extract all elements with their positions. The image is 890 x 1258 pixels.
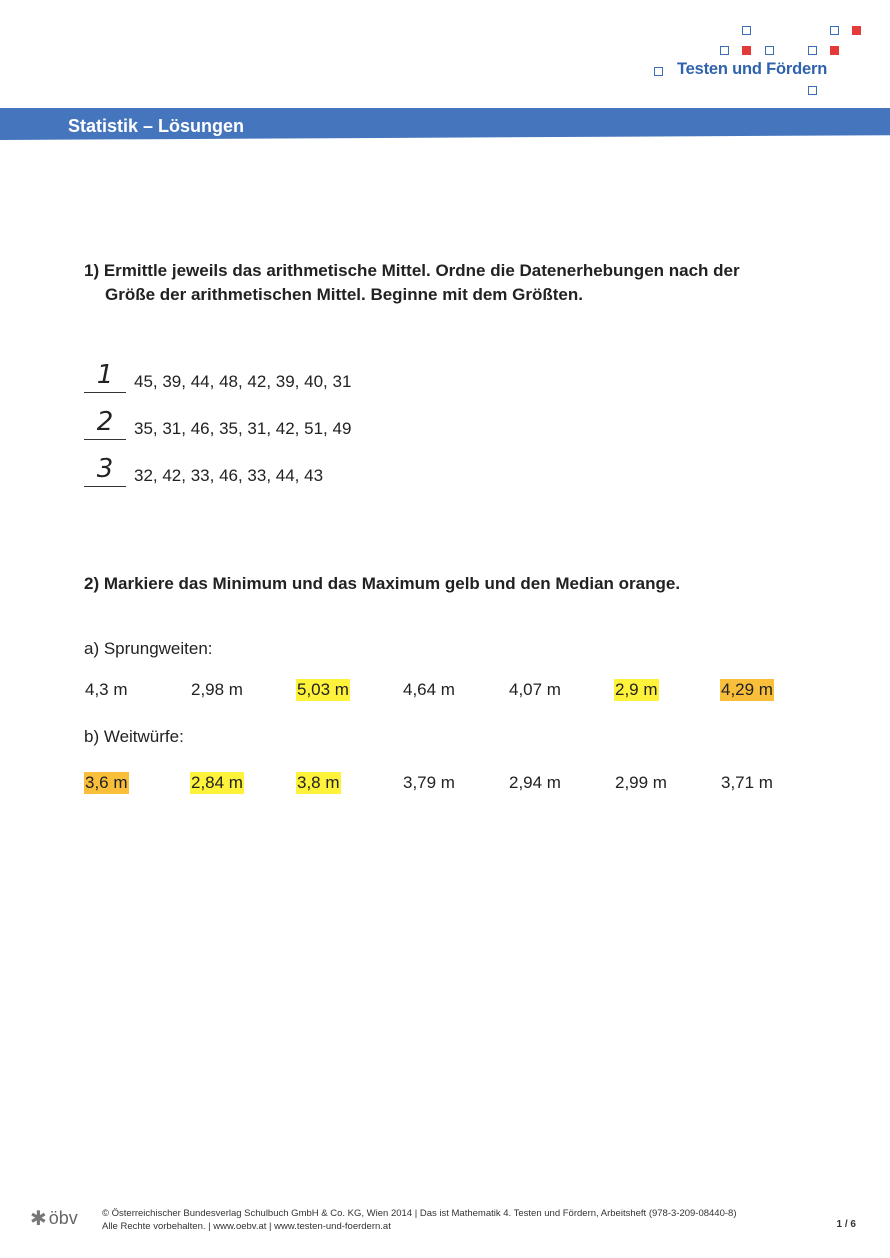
value-cell: 4,64 m xyxy=(403,680,455,699)
publisher-logo-text: öbv xyxy=(48,1208,78,1228)
value-cell: 3,79 m xyxy=(403,773,455,792)
asterisk-icon: ✱ xyxy=(30,1208,47,1230)
copyright-notice xyxy=(102,1207,737,1233)
rank-answer: 2 xyxy=(96,407,114,437)
value-cell: 2,98 m xyxy=(191,680,243,699)
task1-instructions xyxy=(84,259,740,307)
value-cell: 2,99 m xyxy=(615,773,667,792)
rank-answer: 3 xyxy=(96,454,114,484)
data-series: 45, 39, 44, 48, 42, 39, 40, 31 xyxy=(134,372,352,391)
task2-instructions: 2) Markiere das Minimum und das Maximum gelb und den Median orange. xyxy=(84,574,681,593)
page-title: Statistik – Lösungen xyxy=(68,116,245,136)
logo-square-icon xyxy=(852,26,861,35)
weitwuerfe-label: b) Weitwürfe: xyxy=(84,727,184,746)
value-cell: 2,9 m xyxy=(615,680,658,699)
sprungweiten-label: a) Sprungweiten: xyxy=(84,639,213,658)
weitwuerfe-values xyxy=(84,772,804,796)
value-cell: 4,3 m xyxy=(85,680,128,699)
logo-square-icon xyxy=(742,26,751,35)
value-cell: 3,8 m xyxy=(297,773,340,792)
value-cell: 4,29 m xyxy=(721,680,773,699)
page-number: 1 / 6 xyxy=(836,1219,856,1230)
data-series: 32, 42, 33, 46, 33, 44, 43 xyxy=(134,466,324,485)
logo-square-icon xyxy=(765,46,774,55)
copyright-line2: Alle Rechte vorbehalten. | www.oebv.at | www.testen-und-foerdern.at xyxy=(102,1221,391,1232)
value-cell: 2,94 m xyxy=(509,773,561,792)
data-series: 35, 31, 46, 35, 31, 42, 51, 49 xyxy=(134,419,352,438)
task1-line2: Größe der arithmetischen Mittel. Beginne mit dem Größten. xyxy=(105,285,583,304)
value-cell: 5,03 m xyxy=(297,680,349,699)
logo-square-icon xyxy=(720,46,729,55)
testen-und-foerdern-logo xyxy=(650,22,880,102)
value-cell: 3,71 m xyxy=(721,773,773,792)
value-cell: 4,07 m xyxy=(509,680,561,699)
logo-square-icon xyxy=(830,46,839,55)
value-cell: 3,6 m xyxy=(85,773,128,792)
copyright-line1: © Österreichischer Bundesverlag Schulbuch GmbH & Co. KG, Wien 2014 | Das ist Mathematik 4. Testen und Fördern, Arbeitsheft (978-3-209-08440-8) xyxy=(102,1208,737,1219)
logo-square-icon xyxy=(742,46,751,55)
logo-text: Testen und Fördern xyxy=(677,60,828,78)
logo-square-icon xyxy=(830,26,839,35)
rank-answer: 1 xyxy=(96,360,114,390)
logo-square-icon xyxy=(808,86,817,95)
logo-square-icon xyxy=(808,46,817,55)
logo-square-icon xyxy=(654,67,663,76)
publisher-logo xyxy=(30,1206,78,1231)
value-cell: 2,84 m xyxy=(191,773,243,792)
sprungweiten-values xyxy=(84,679,804,703)
task1-line1: 1) Ermittle jeweils das arithmetische Mittel. Ordne die Datenerhebungen nach der xyxy=(84,261,740,280)
